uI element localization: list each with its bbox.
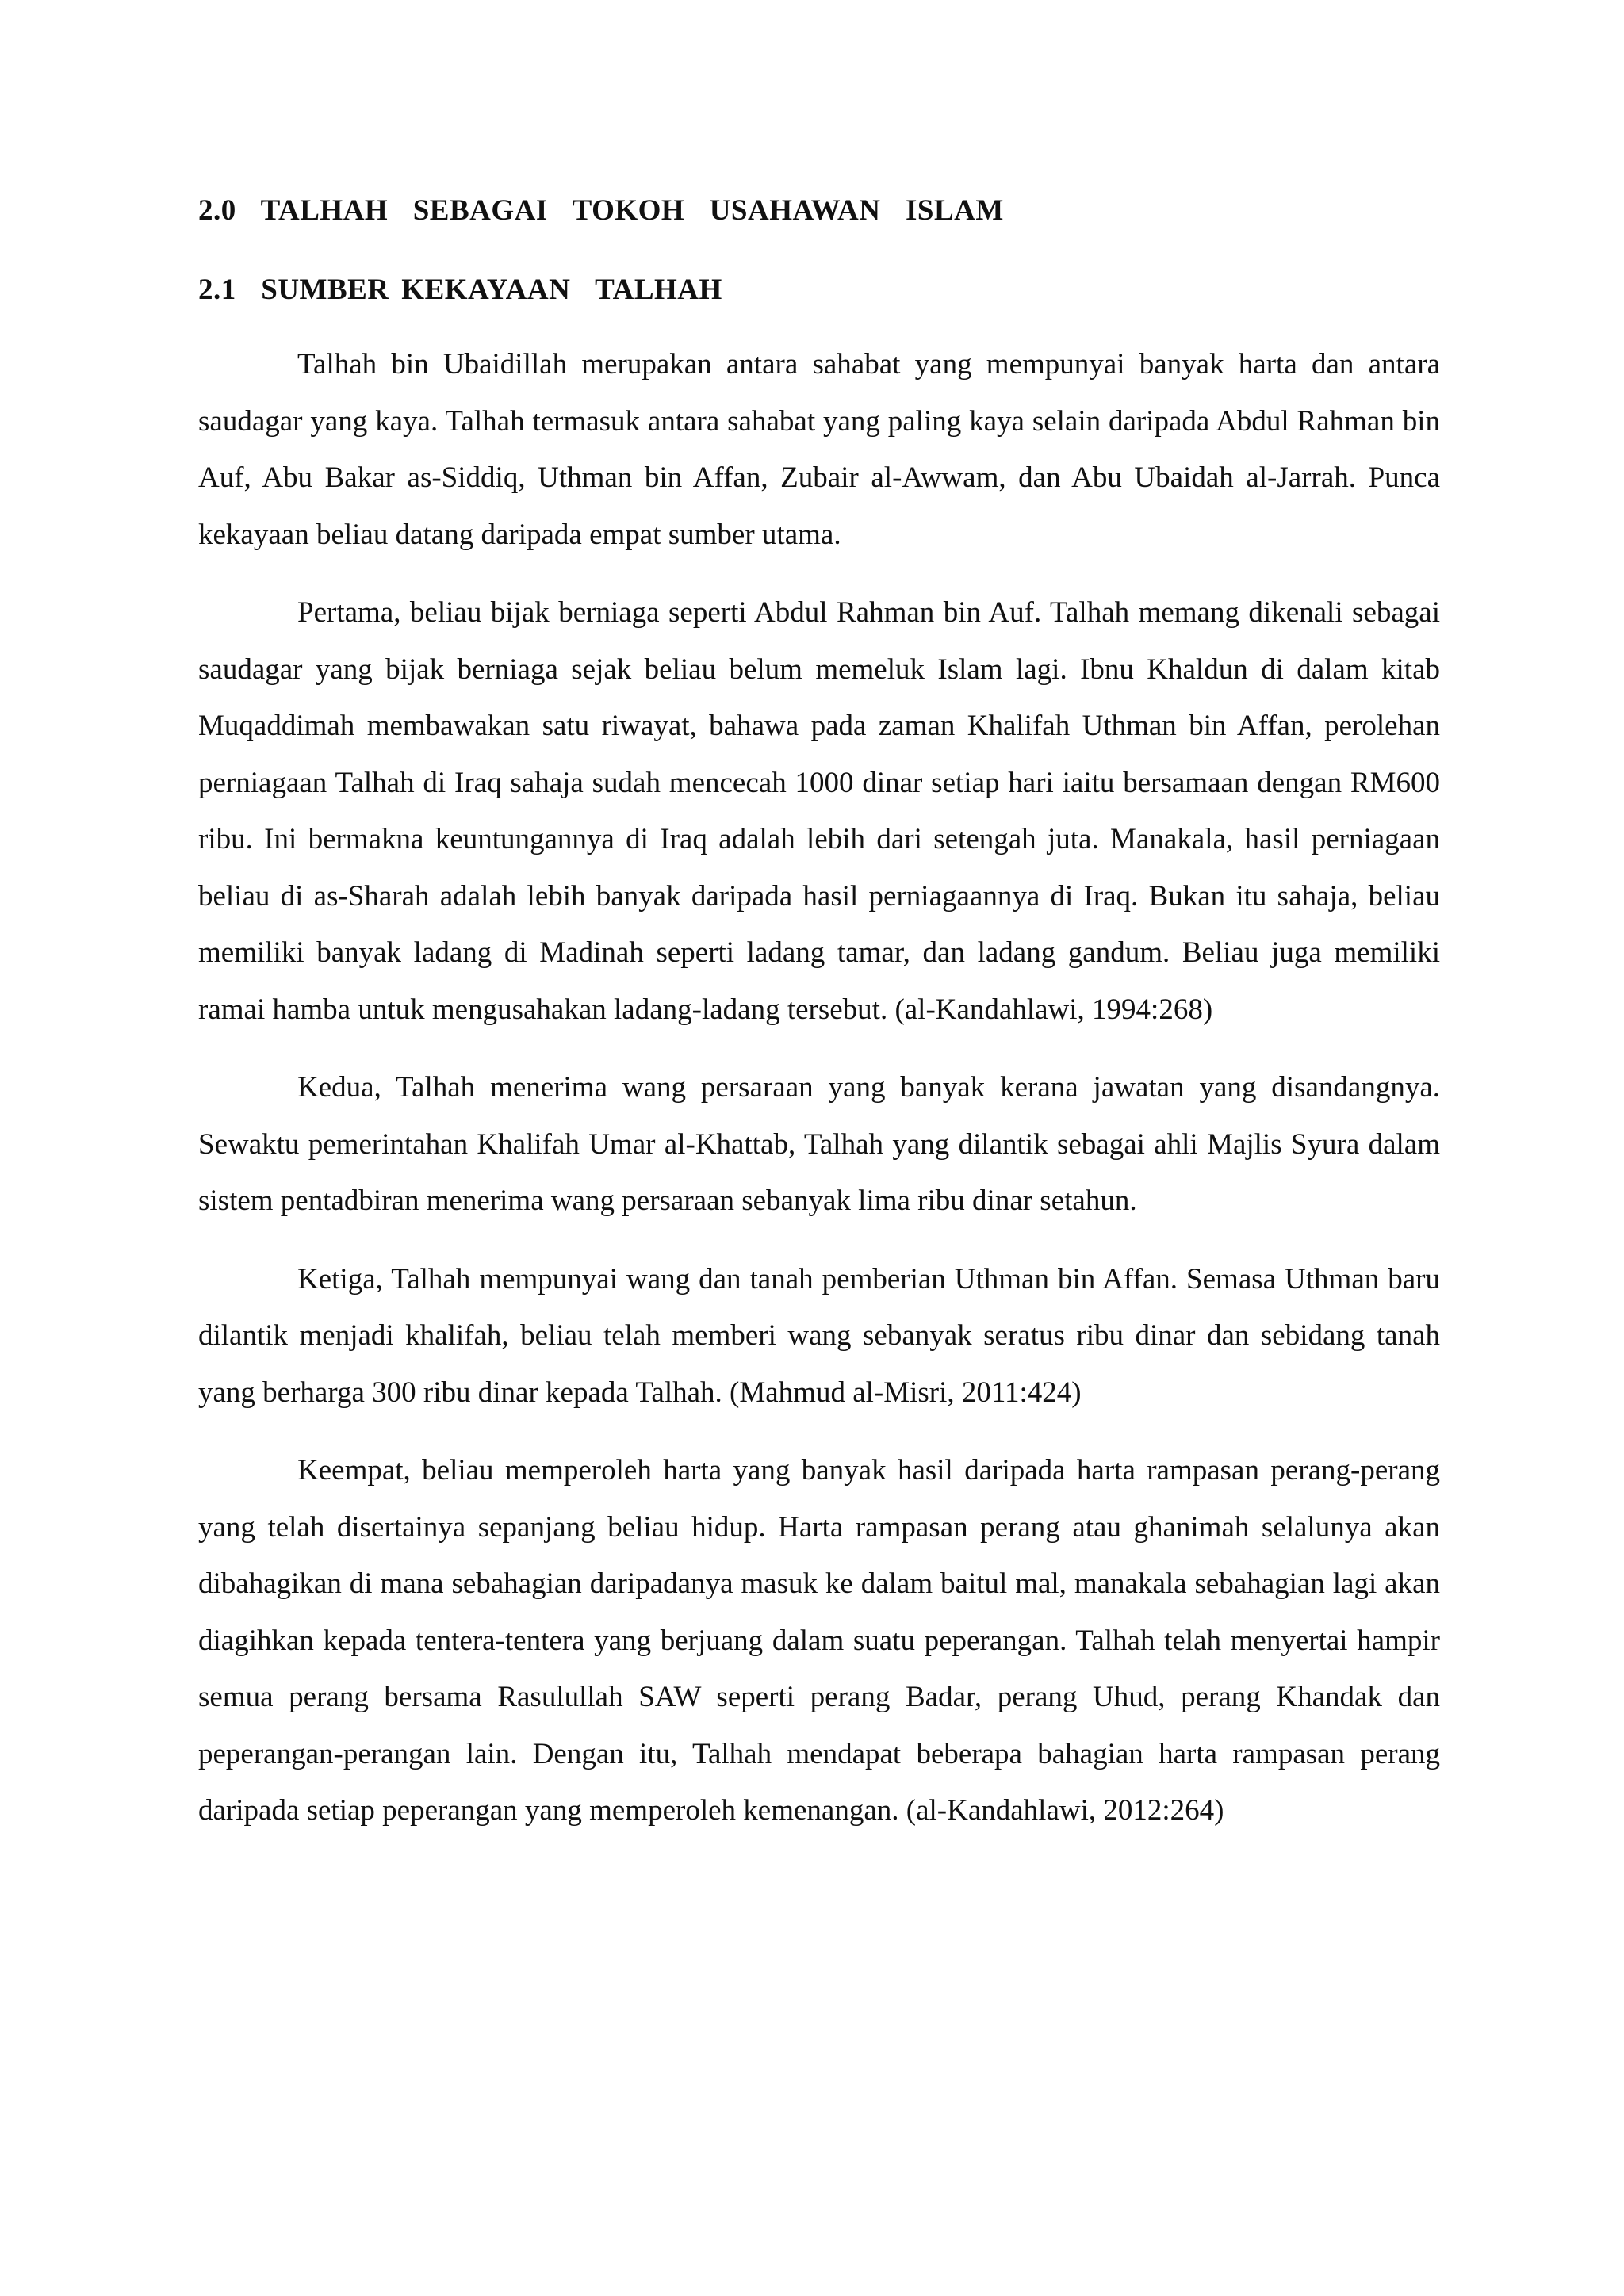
paragraph-intro: Talhah bin Ubaidillah merupakan antara sahabat yang mempunyai banyak harta dan antara saudagar yang kaya. Talhah termasuk antara sahabat yang paling kaya selain daripada Abdul Rahman bin Auf, Abu Bakar as-Siddiq, Uthman bin Affan, Zubair al-Awwam, dan Abu Ubaidah al-Jarrah. Punca kekayaan beliau datang daripada empat sumber utama. — [198, 348, 1440, 551]
subsection-heading: 2.1 SUMBER KEKAYAAN TALHAH — [198, 274, 722, 306]
paragraph-first-source: Pertama, beliau bijak berniaga seperti Abdul Rahman bin Auf. Talhah memang dikenali sebagai saudagar yang bijak berniaga sejak beliau belum memeluk Islam lagi. Ibnu Khaldun di dalam kitab Muqaddimah membawakan satu riwayat, bahawa pada zaman Khalifah Uthman bin Affan, perolehan perniagaan Talhah di Iraq sahaja sudah mencecah 1000 dinar setiap hari iaitu bersamaan dengan RM600 ribu. Ini bermakna keuntungannya di Iraq adalah lebih dari setengah juta. Manakala, hasil perniagaan beliau di as-Sharah adalah lebih banyak daripada hasil perniagaannya di Iraq. Bukan itu sahaja, beliau memiliki banyak ladang di Madinah seperti ladang tamar, dan ladang gandum. Beliau juga memiliki ramai hamba untuk mengusahakan ladang-ladang tersebut. (al-Kandahlawi, 1994:268) — [198, 596, 1440, 1026]
paragraph-second-source: Kedua, Talhah menerima wang persaraan yang banyak kerana jawatan yang disandangnya. Sewaktu pemerintahan Khalifah Umar al-Khattab, Talhah yang dilantik sebagai ahli Majlis Syura dalam sistem pentadbiran menerima wang persaraan sebanyak lima ribu dinar setahun. — [198, 1071, 1440, 1217]
section-heading: 2.0 TALHAH SEBAGAI TOKOH USAHAWAN ISLAM — [198, 194, 1004, 227]
page-content — [198, 192, 1440, 1861]
paragraph-fourth-source: Keempat, beliau memperoleh harta yang banyak hasil daripada harta rampasan perang-perang yang telah disertainya sepanjang beliau hidup. Harta rampasan perang atau ghanimah selalunya akan dibahagikan di mana sebahagian daripadanya masuk ke dalam baitul mal, manakala sebahagian lagi akan diagihkan kepada tentera-tentera yang berjuang dalam suatu peperangan. Talhah telah menyertai hampir semua perang bersama Rasulullah SAW seperti perang Badar, perang Uhud, perang Khandak dan peperangan-perangan lain. Dengan itu, Talhah mendapat beberapa bahagian harta rampasan perang daripada setiap peperangan yang memperoleh kemenangan. (al-Kandahlawi, 2012:264) — [198, 1454, 1440, 1827]
paragraph-third-source: Ketiga, Talhah mempunyai wang dan tanah pemberian Uthman bin Affan. Semasa Uthman baru dilantik menjadi khalifah, beliau telah memberi wang sebanyak seratus ribu dinar dan sebidang tanah yang berharga 300 ribu dinar kepada Talhah. (Mahmud al-Misri, 2011:424) — [198, 1262, 1440, 1409]
